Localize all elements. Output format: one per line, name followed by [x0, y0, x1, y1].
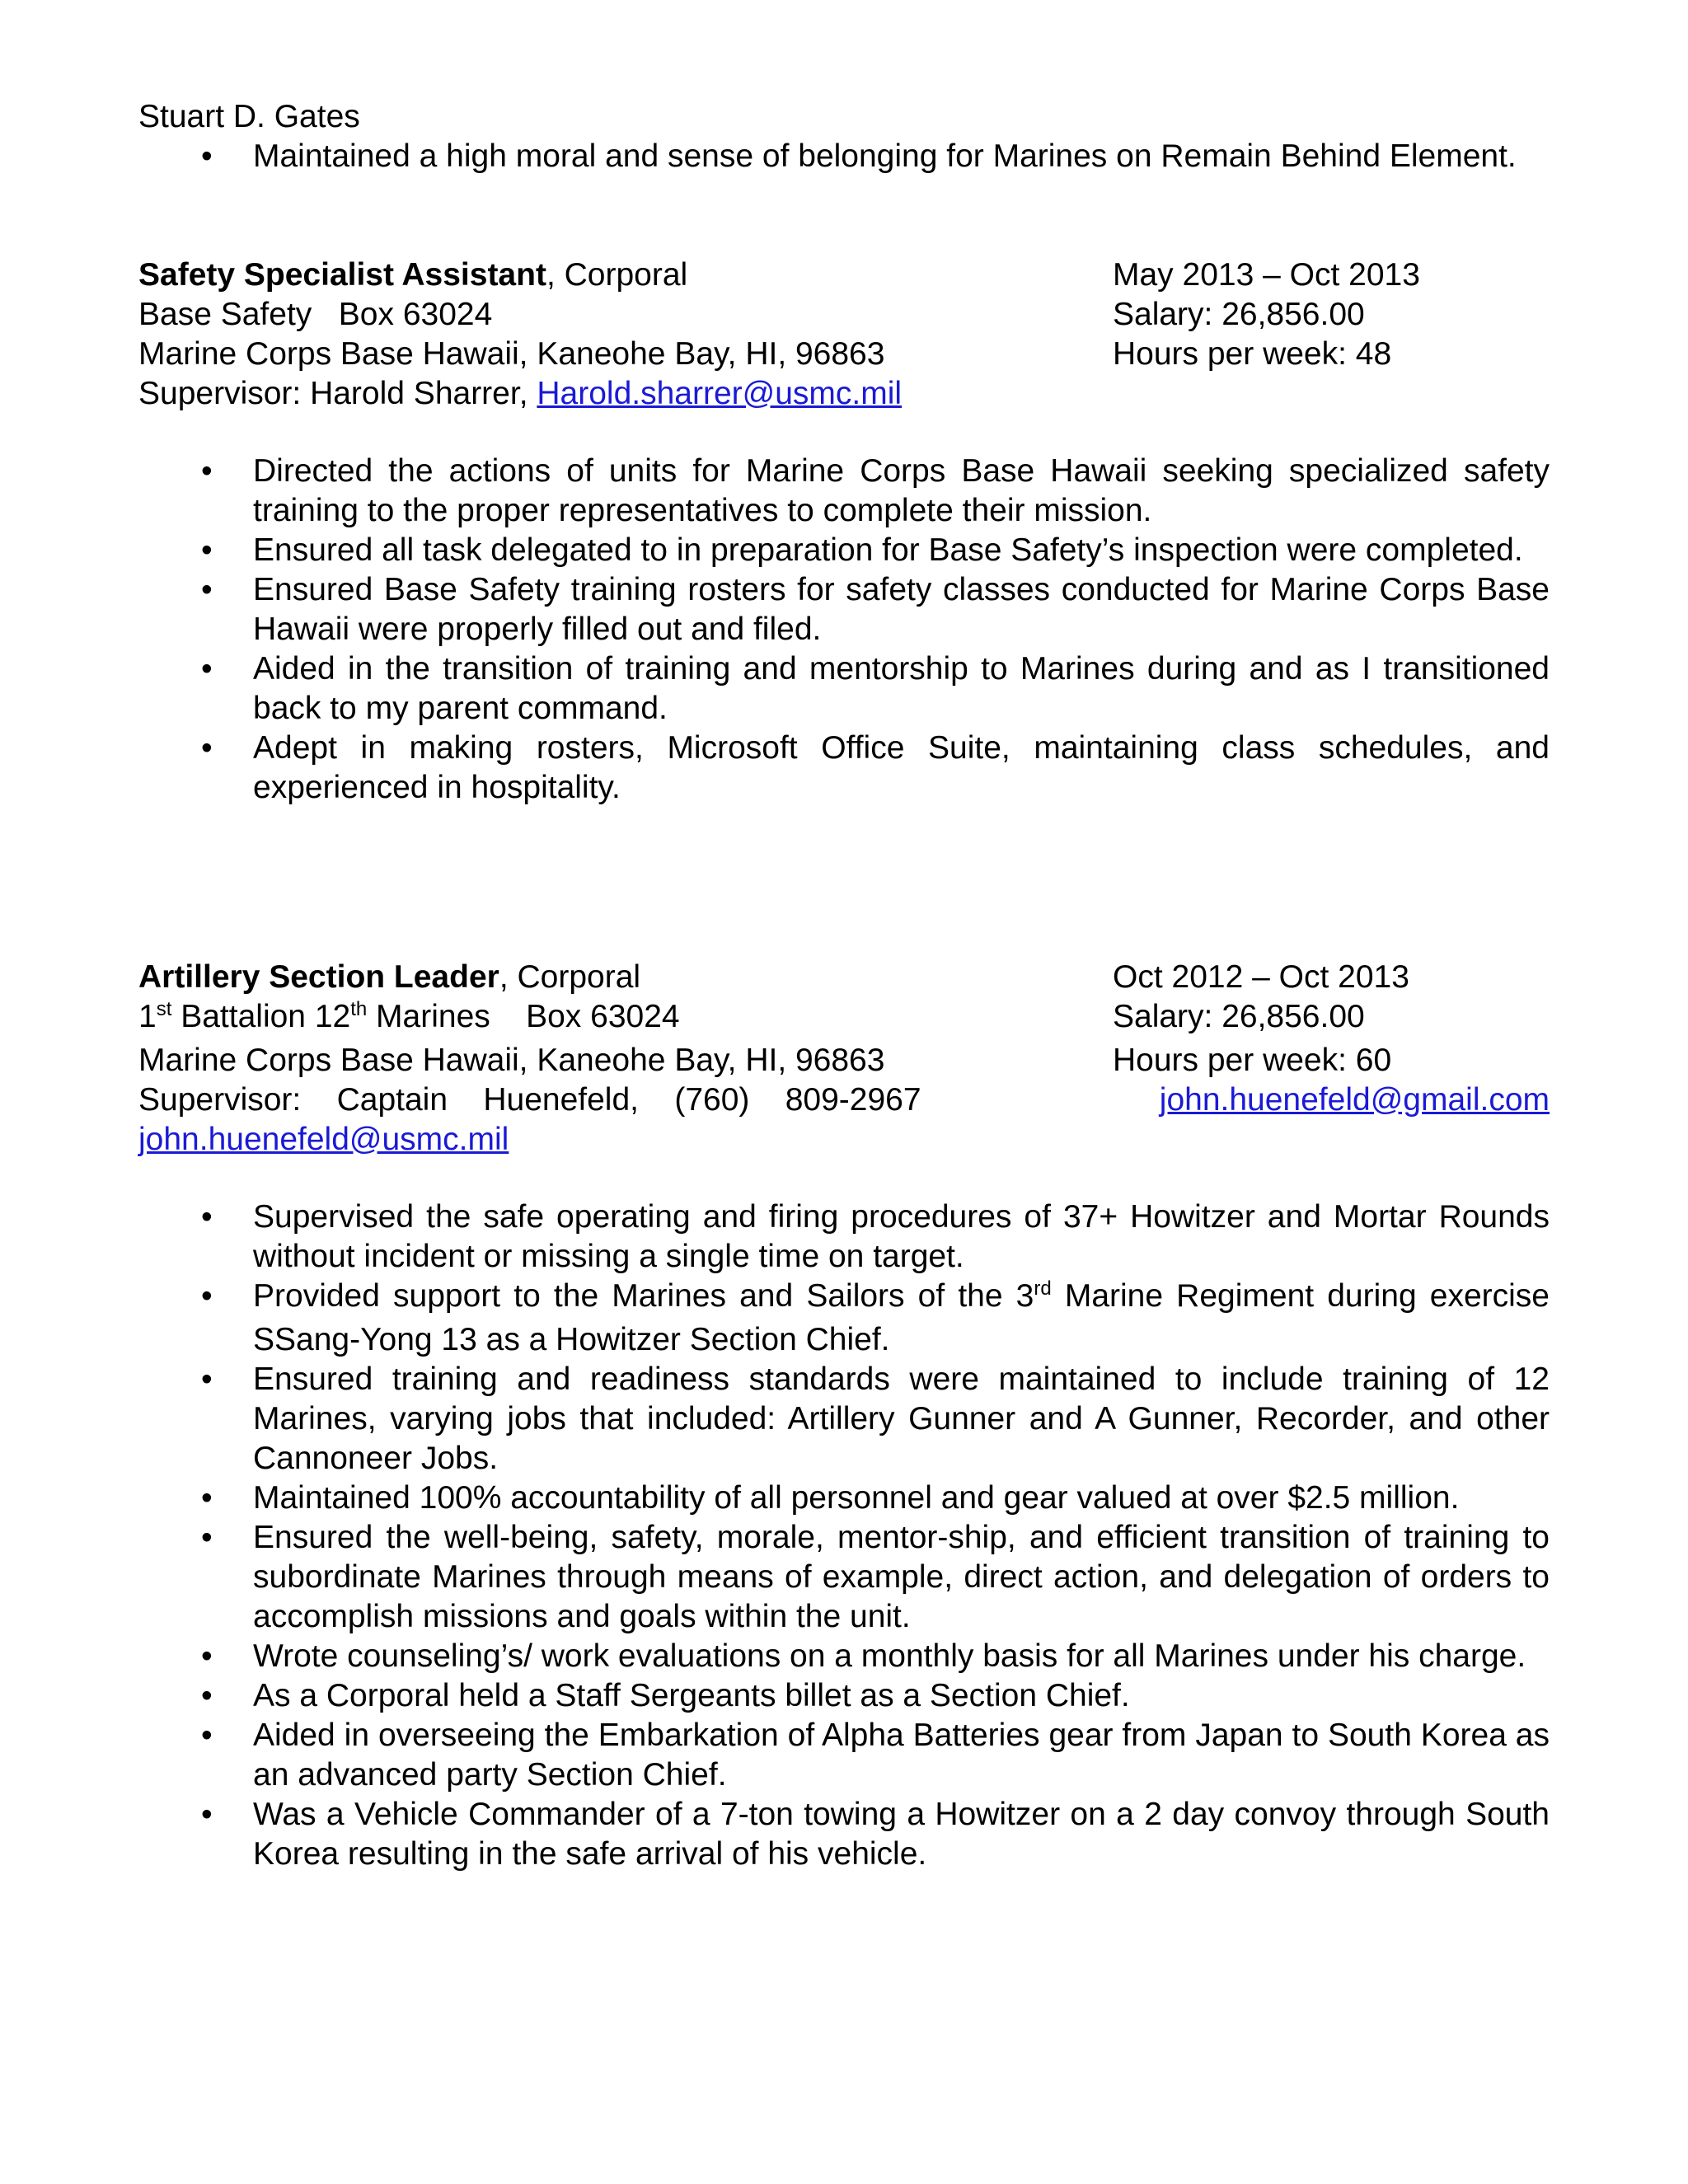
job-supervisor-row: [138, 1080, 1550, 1120]
list-item: • As a Corporal held a Staff Sergeants billet as a Section Chief.: [138, 1676, 1550, 1716]
list-item: • Ensured the well-being, safety, morale, mentor-ship, and efficient transition of training to subordinate Marines through means of example, direct action, and delegation of orders to accomplish missions and goals within the unit.: [138, 1518, 1550, 1637]
list-item: • Adept in making rosters, Microsoft Office Suite, maintaining class schedules, and experienced in hospitality.: [138, 729, 1550, 808]
list-item: • Supervised the safe operating and firing procedures of 37+ Howitzer and Mortar Rounds without incident or missing a single time on target.: [138, 1197, 1550, 1277]
job-location-row: [138, 335, 1550, 374]
job-location-row: [138, 1041, 1550, 1080]
job-unit-row: [138, 295, 1550, 335]
list-item: • Wrote counseling’s/ work evaluations on a monthly basis for all Marines under his charge.: [138, 1637, 1550, 1676]
candidate-name: Stuart D. Gates: [138, 99, 360, 134]
job-hours: Hours per week: 48: [1113, 336, 1392, 372]
job-unit: Base Safety Box 63024: [138, 297, 493, 332]
job-title: Safety Specialist Assistant: [138, 257, 546, 293]
job-supervisor: Supervisor: Captain Huenefeld, (760) 809-2967: [138, 1082, 921, 1118]
bullet-ordinal: rd: [1034, 1277, 1052, 1300]
list-item: • Maintained 100% accountability of all personnel and gear valued at over $2.5 million.: [138, 1479, 1550, 1518]
list-item: • Ensured Base Safety training rosters for safety classes conducted for Marine Corps Base Hawaii were properly filled out and filed.: [138, 570, 1550, 649]
job-title-row: [138, 958, 1550, 997]
job-bullet-list: [138, 1197, 1550, 1874]
job-location: Marine Corps Base Hawaii, Kaneohe Bay, HI, 96863: [138, 1043, 885, 1078]
job-safety-specialist: [138, 255, 1550, 808]
job-dates: Oct 2012 – Oct 2013: [1113, 959, 1409, 995]
job-title: Artillery Section Leader: [138, 959, 499, 995]
job-salary: Salary: 26,856.00: [1113, 999, 1365, 1034]
job-hours: Hours per week: 60: [1113, 1043, 1392, 1078]
list-item: • Ensured all task delegated to in preparation for Base Safety’s inspection were completed.: [138, 531, 1550, 570]
unit-ordinal: st: [156, 998, 172, 1020]
carryover-bullet-list: [138, 137, 1550, 176]
supervisor-alt-email-link[interactable]: john.huenefeld@gmail.com: [1159, 1082, 1550, 1118]
job-supervisor-row: [138, 374, 1550, 414]
job-location: Marine Corps Base Hawaii, Kaneohe Bay, HI, 96863: [138, 336, 885, 372]
list-item: • Maintained a high moral and sense of belonging for Marines on Remain Behind Element.: [138, 137, 1550, 176]
resume-page: [138, 97, 1550, 1874]
unit-ordinal: th: [350, 998, 368, 1020]
job-rank: , Corporal: [546, 257, 688, 293]
bullet-text: Marine Regiment during exercise SSang-Yong 13 as a Howitzer Section Chief.: [253, 1278, 1550, 1357]
list-item: [138, 1277, 1550, 1360]
job-artillery-section-leader: [138, 958, 1550, 1874]
job-rank: , Corporal: [499, 959, 641, 995]
list-item: • Directed the actions of units for Marine Corps Base Hawaii seeking specialized safety training to the proper representatives to complete their mission.: [138, 452, 1550, 531]
unit-number: 1: [138, 999, 157, 1034]
unit-battalion: Battalion 12: [171, 999, 351, 1034]
list-item: • Was a Vehicle Commander of a 7-ton towing a Howitzer on a 2 day convoy through South Korea resulting in the safe arrival of his vehicle.: [138, 1795, 1550, 1874]
job-supervisor: Supervisor: Harold Sharrer,: [138, 376, 537, 411]
list-item: • Ensured training and readiness standards were maintained to include training of 12 Marines, varying jobs that included: Artillery Gunner and A Gunner, Recorder, and other Cannoneer Jobs.: [138, 1360, 1550, 1479]
job-salary: Salary: 26,856.00: [1113, 297, 1365, 332]
unit-box: Marines Box 63024: [367, 999, 680, 1034]
job-unit-row: [138, 997, 1550, 1041]
job-title-row: [138, 255, 1550, 295]
supervisor-email-link[interactable]: Harold.sharrer@usmc.mil: [537, 376, 903, 411]
job-unit: [138, 997, 1108, 1041]
supervisor-email-link[interactable]: john.huenefeld@usmc.mil: [138, 1122, 509, 1157]
list-item: • Aided in overseeing the Embarkation of Alpha Batteries gear from Japan to South Korea as an advanced party Section Chief.: [138, 1716, 1550, 1795]
job-bullet-list: [138, 452, 1550, 808]
bullet-text: Provided support to the Marines and Sailors of the 3: [253, 1278, 1034, 1314]
job-dates: May 2013 – Oct 2013: [1113, 257, 1420, 293]
job-supervisor-email-row: [138, 1120, 1550, 1160]
list-item: • Aided in the transition of training and mentorship to Marines during and as I transitioned back to my parent command.: [138, 649, 1550, 729]
